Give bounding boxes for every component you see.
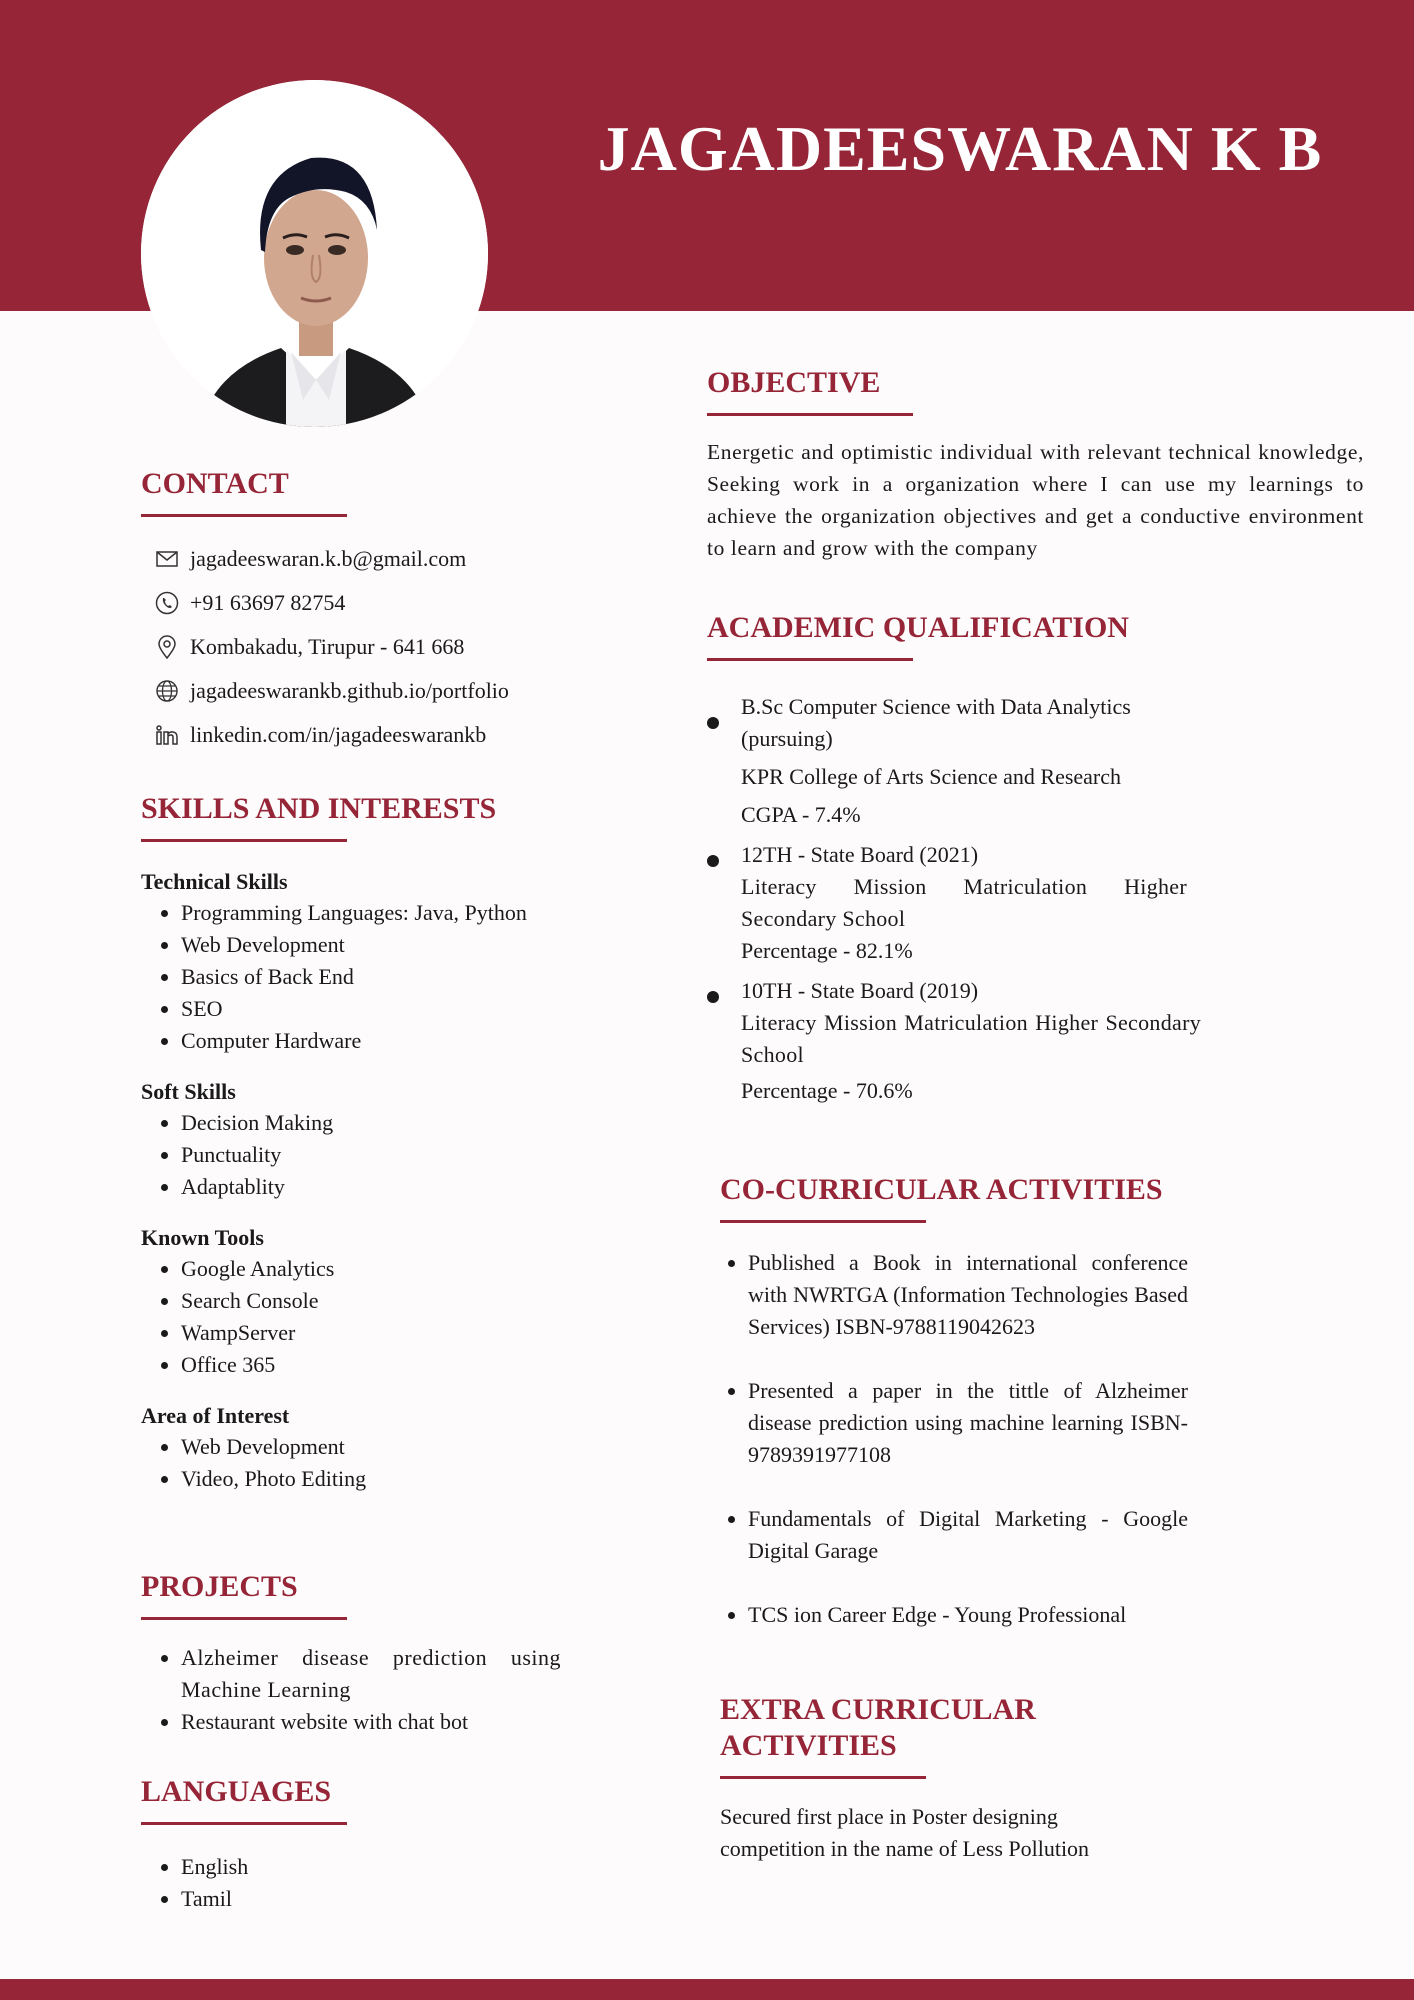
- academic-item: [707, 839, 1187, 967]
- skills-section: [141, 791, 581, 1495]
- skills-group-heading: Soft Skills: [141, 1079, 236, 1104]
- section-divider: [707, 413, 913, 416]
- list-item: • WampServer: [181, 1317, 581, 1349]
- profile-photo: [141, 80, 488, 427]
- objective-section: [707, 365, 1364, 564]
- academic-item: [707, 691, 1187, 831]
- skills-group-tools: [141, 1223, 581, 1381]
- cocurricular-heading: CO-CURRICULAR ACTIVITIES: [720, 1173, 1163, 1206]
- list-item: • Decision Making: [181, 1107, 581, 1139]
- skills-group-interest: [141, 1401, 581, 1495]
- languages-section: [141, 1774, 561, 1915]
- extracurricular-heading: EXTRA CURRICULAR ACTIVITIES: [720, 1693, 1036, 1762]
- globe-icon: [154, 678, 180, 704]
- academic-item: [707, 975, 1201, 1107]
- contact-address-text: Kombakadu, Tirupur - 641 668: [190, 634, 465, 659]
- footer-bar: [0, 1979, 1414, 2000]
- section-divider: [141, 839, 347, 842]
- degree-title: B.Sc Computer Science with Data Analytics (pursuing): [741, 694, 1131, 751]
- list-item: • Alzheimer disease prediction using Machine Learning: [181, 1642, 561, 1706]
- degree-title: 10TH - State Board (2019): [741, 978, 979, 1003]
- list-item: • Fundamentals of Digital Marketing - Google Digital Garage: [748, 1503, 1188, 1567]
- contact-email-text: jagadeeswaran.k.b@gmail.com: [190, 546, 467, 571]
- academic-section: [707, 610, 1201, 1107]
- contact-linkedin-text: linkedin.com/in/jagadeeswarankb: [190, 722, 487, 747]
- skills-group-heading: Known Tools: [141, 1225, 264, 1250]
- bullet-icon: [707, 855, 719, 867]
- section-divider: [141, 514, 347, 517]
- contact-heading: CONTACT: [141, 467, 289, 500]
- linkedin-icon: [154, 722, 180, 748]
- list-item: • Web Development: [181, 929, 581, 961]
- academic-list: [707, 691, 1201, 1107]
- list-item: • Restaurant website with chat bot: [181, 1706, 561, 1738]
- academic-heading: ACADEMIC QUALIFICATION: [707, 611, 1129, 644]
- list-item: • SEO: [181, 993, 581, 1025]
- location-icon: [154, 634, 180, 660]
- section-divider: [707, 658, 913, 661]
- grade-text: Percentage - 70.6%: [741, 1078, 913, 1103]
- bullet-icon: [707, 991, 719, 1003]
- contact-phone[interactable]: [141, 581, 581, 625]
- list-item: • English: [181, 1851, 561, 1883]
- contact-portfolio-text: jagadeeswarankb.github.io/portfolio: [190, 678, 509, 703]
- list-item: • Web Development: [181, 1431, 581, 1463]
- contact-portfolio[interactable]: [141, 669, 581, 713]
- institution-name: KPR College of Arts Science and Research: [741, 764, 1122, 789]
- objective-text: Energetic and optimistic individual with relevant technical knowledge, Seeking work in a organization where I can use my learnings to achieve the organization objectives and get a conductive environment to learn and grow with the company: [707, 440, 1364, 560]
- section-divider: [141, 1617, 347, 1620]
- degree-title: 12TH - State Board (2021): [741, 842, 979, 867]
- list-item: • TCS ion Career Edge - Young Professional: [748, 1599, 1188, 1631]
- institution-name: Literacy Mission Matriculation Higher Secondary School: [741, 874, 1187, 931]
- skills-group-heading: Technical Skills: [141, 869, 288, 894]
- list-item: • Punctuality: [181, 1139, 581, 1171]
- skills-group-technical: [141, 867, 581, 1057]
- cocurricular-section: [720, 1172, 1200, 1631]
- list-item: • Search Console: [181, 1285, 581, 1317]
- contact-section: [141, 466, 581, 757]
- list-item: • Adaptablity: [181, 1171, 581, 1203]
- projects-heading: PROJECTS: [141, 1570, 298, 1603]
- list-item: • Office 365: [181, 1349, 581, 1381]
- institution-name: Literacy Mission Matriculation Higher Secondary School: [741, 1010, 1201, 1067]
- languages-heading: LANGUAGES: [141, 1775, 332, 1808]
- extracurricular-section: [720, 1692, 1200, 1865]
- list-item: • Basics of Back End: [181, 961, 581, 993]
- bullet-icon: [707, 717, 719, 729]
- grade-text: Percentage - 82.1%: [741, 938, 913, 963]
- extracurricular-text: Secured first place in Poster designing competition in the name of Less Pollution: [720, 1804, 1090, 1861]
- section-divider: [720, 1220, 926, 1223]
- contact-phone-text: +91 63697 82754: [190, 590, 346, 615]
- list-item: • Computer Hardware: [181, 1025, 581, 1057]
- section-divider: [141, 1822, 347, 1825]
- contact-address: [141, 625, 581, 669]
- portrait-illustration: [141, 80, 488, 427]
- list-item: • Video, Photo Editing: [181, 1463, 581, 1495]
- section-divider: [720, 1776, 926, 1779]
- skills-group-soft: [141, 1077, 581, 1203]
- objective-heading: OBJECTIVE: [707, 366, 881, 399]
- phone-icon: [154, 590, 180, 616]
- list-item: • Tamil: [181, 1883, 561, 1915]
- list-item: • Presented a paper in the tittle of Alzheimer disease prediction using machine learning ISBN-9789391977108: [748, 1375, 1188, 1471]
- list-item: • Google Analytics: [181, 1253, 581, 1285]
- list-item: • Programming Languages: Java, Python: [181, 897, 581, 929]
- contact-list: [141, 537, 581, 757]
- grade-text: CGPA - 7.4%: [741, 802, 861, 827]
- list-item: • Published a Book in international conference with NWRTGA (Information Technologies Based Services) ISBN-9788119042623: [748, 1247, 1188, 1343]
- contact-linkedin[interactable]: [141, 713, 581, 757]
- candidate-name: JAGADEESWARAN K B: [597, 113, 1323, 184]
- skills-heading: SKILLS AND INTERESTS: [141, 792, 497, 825]
- contact-email[interactable]: [141, 537, 581, 581]
- skills-group-heading: Area of Interest: [141, 1403, 290, 1428]
- projects-section: [141, 1569, 561, 1738]
- mail-icon: [154, 546, 180, 572]
